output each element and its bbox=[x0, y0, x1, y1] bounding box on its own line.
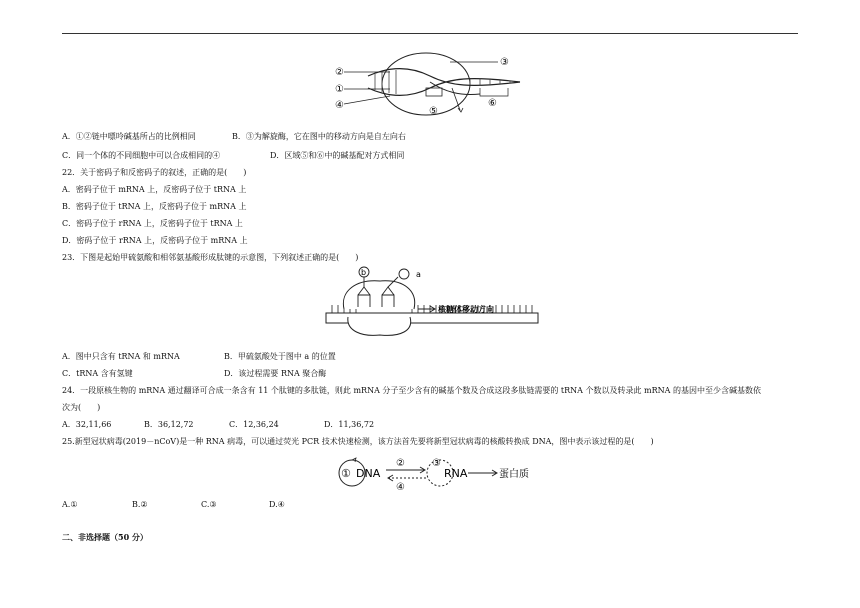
fig21-label-4: ④ bbox=[335, 100, 344, 111]
q22-option-a[interactable]: A．密码子位于 mRNA 上，反密码子位于 tRNA 上 bbox=[62, 185, 247, 194]
q23-option-d[interactable]: D．该过程需要 RNA 聚合酶 bbox=[224, 369, 327, 378]
fig25-arrow4: ④ bbox=[396, 482, 405, 493]
q21-option-c[interactable]: C．同一个体的不同细胞中可以合成相同的④ bbox=[62, 151, 221, 160]
fig21-label-1: ① bbox=[335, 84, 344, 95]
central-dogma-figure bbox=[336, 454, 536, 494]
q24-option-b[interactable]: B．36,12,72 bbox=[144, 420, 194, 429]
q24-option-d[interactable]: D．11,36,72 bbox=[324, 420, 375, 429]
fig25-dna: DNA bbox=[356, 467, 381, 480]
q25-option-a[interactable]: A.① bbox=[62, 500, 78, 509]
q22-option-d[interactable]: D．密码子位于 rRNA 上，反密码子位于 mRNA 上 bbox=[62, 236, 248, 245]
dna-replication-figure bbox=[330, 52, 550, 122]
q24-option-c[interactable]: C．12,36,24 bbox=[229, 420, 279, 429]
fig25-arrow2: ② bbox=[396, 458, 405, 469]
q23-option-b[interactable]: B．甲硫氨酸处于图中 a 的位置 bbox=[224, 352, 336, 361]
fig23-caption: 核糖体移动方向 bbox=[438, 305, 494, 314]
q24-stem-line1: 24．一段原核生物的 mRNA 通过翻译可合成一条含有 11 个肽键的多肽链，则此 mRNA 分子至少含有的碱基个数及合成这段多肽链需要的 tRNA 个数以及转录此 mRNA 的基因中至少含碱基数依 bbox=[62, 386, 761, 395]
fig25-circle3: ③ bbox=[432, 458, 441, 469]
q25-option-b[interactable]: B.② bbox=[132, 500, 148, 509]
fig25-circle1: ① bbox=[341, 467, 351, 480]
q25-option-d[interactable]: D.④ bbox=[269, 500, 285, 509]
fig25-rna: RNA bbox=[444, 467, 468, 480]
q22-option-c[interactable]: C．密码子位于 rRNA 上，反密码子位于 tRNA 上 bbox=[62, 219, 243, 228]
q24-option-a[interactable]: A．32,11,66 bbox=[62, 420, 112, 429]
q21-option-b[interactable]: B．③为解旋酶，它在图中的移动方向是自左向右 bbox=[232, 132, 406, 141]
fig21-label-3: ③ bbox=[500, 57, 509, 68]
q21-option-a[interactable]: A．①②链中嘌呤碱基所占的比例相同 bbox=[62, 132, 196, 141]
q25-option-c[interactable]: C.③ bbox=[201, 500, 217, 509]
fig21-label-6: ⑥ bbox=[488, 98, 497, 109]
q22-stem: 22．关于密码子和反密码子的叙述，正确的是( ) bbox=[62, 168, 247, 177]
section2-heading: 二、非选择题（50 分） bbox=[62, 532, 148, 542]
q22-option-b[interactable]: B．密码子位于 tRNA 上，反密码子位于 mRNA 上 bbox=[62, 202, 247, 211]
header-rule bbox=[62, 33, 798, 34]
q23-stem: 23．下图是起始甲硫氨酸和相邻氨基酸形成肽键的示意图，下列叙述正确的是( ) bbox=[62, 253, 359, 262]
q24-stem-line2: 次为( ) bbox=[62, 403, 101, 412]
fig23-label-a: a bbox=[416, 270, 421, 279]
q23-option-c[interactable]: C．tRNA 含有氢键 bbox=[62, 369, 133, 378]
fig25-protein: 蛋白质 bbox=[499, 469, 529, 480]
q21-option-d[interactable]: D．区域⑤和⑥中的碱基配对方式相同 bbox=[270, 151, 405, 160]
fig21-label-5: ⑤ bbox=[429, 106, 438, 117]
fig21-label-2: ② bbox=[335, 67, 344, 78]
q25-stem: 25.新型冠状病毒(2019－nCoV)是一种 RNA 病毒，可以通过荧光 PCR 技术快速检测，该方法首先要将新型冠状病毒的核酸转换成 DNA，图中表示该过程的是( ) bbox=[62, 437, 654, 446]
ribosome-translation-figure bbox=[322, 265, 542, 337]
fig23-label-b: b bbox=[361, 268, 367, 277]
q23-option-a[interactable]: A．图中只含有 tRNA 和 mRNA bbox=[62, 352, 180, 361]
